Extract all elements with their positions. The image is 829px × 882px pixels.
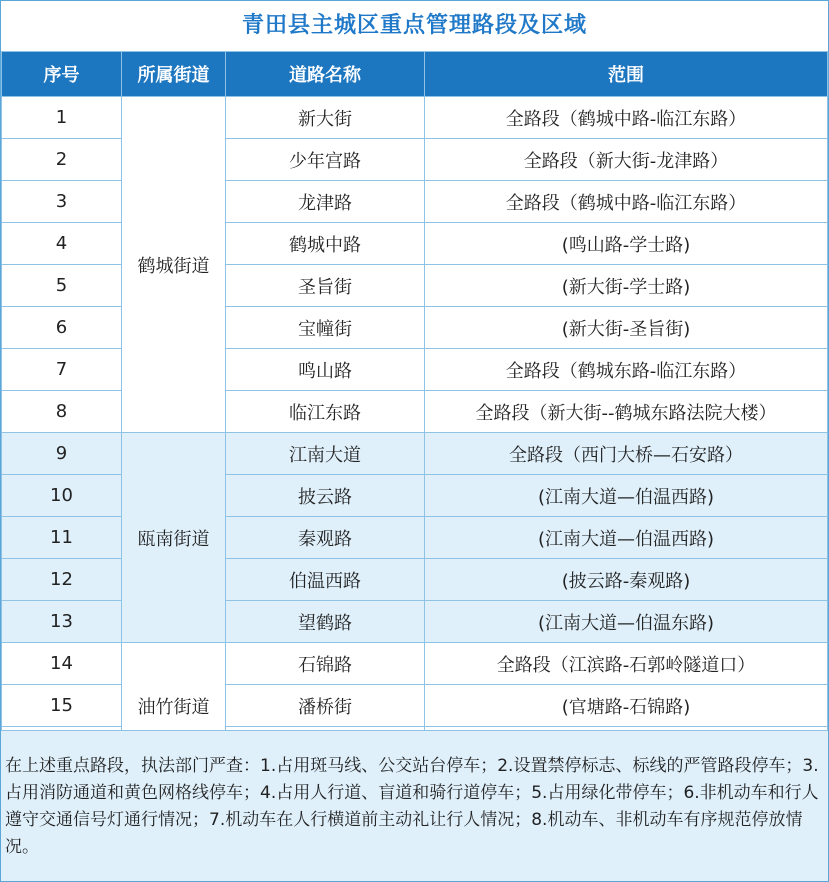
cell-road-name: 圣旨街 — [226, 265, 425, 307]
cell-road-name: 伯温西路 — [226, 559, 425, 601]
cell-range: (新大街-圣旨街) — [425, 307, 828, 349]
cell-index: 13 — [2, 601, 122, 643]
cell-road-name: 鸣山路 — [226, 349, 425, 391]
road-table — [1, 51, 828, 769]
cell-road-name: 潘桥街 — [226, 685, 425, 727]
cell-range: (鸣山路-学士路) — [425, 223, 828, 265]
cell-index: 8 — [2, 391, 122, 433]
cell-road-name: 新大街 — [226, 97, 425, 139]
cell-road-name: 少年宫路 — [226, 139, 425, 181]
cell-range: 全路段（鹤城东路-临江东路） — [425, 349, 828, 391]
cell-range: 全路段（新大街--鹤城东路法院大楼） — [425, 391, 828, 433]
table-row — [2, 643, 828, 685]
cell-index: 7 — [2, 349, 122, 391]
enforcement-note: 在上述重点路段，执法部门严查：1.占用斑马线、公交站台停车；2.设置禁停标志、标线的严管路段停车；3.占用消防通道和黄色网格线停车；4.占用人行道、盲道和骑行道停车；5.占用绿化带停车；6.非机动车和行人遵守交通信号灯通行情况；7.机动车在人行横道前主动礼让行人情况；8.机动车、非机动车有序规范停放情况。 — [1, 730, 828, 881]
cell-index: 5 — [2, 265, 122, 307]
cell-road-name: 鹤城中路 — [226, 223, 425, 265]
cell-index: 1 — [2, 97, 122, 139]
cell-index: 9 — [2, 433, 122, 475]
cell-road-name: 龙津路 — [226, 181, 425, 223]
cell-road-name: 望鹤路 — [226, 601, 425, 643]
cell-street: 鹤城街道 — [122, 97, 226, 433]
cell-index: 2 — [2, 139, 122, 181]
cell-index: 12 — [2, 559, 122, 601]
cell-road-name: 秦观路 — [226, 517, 425, 559]
cell-index: 14 — [2, 643, 122, 685]
cell-road-name: 石锦路 — [226, 643, 425, 685]
cell-road-name: 江南大道 — [226, 433, 425, 475]
cell-range: 全路段（西门大桥—石安路） — [425, 433, 828, 475]
cell-index: 10 — [2, 475, 122, 517]
header-street: 所属街道 — [122, 52, 226, 97]
cell-range: 全路段（江滨路-石郭岭隧道口） — [425, 643, 828, 685]
cell-street: 瓯南街道 — [122, 433, 226, 643]
cell-range: (江南大道—伯温西路) — [425, 475, 828, 517]
cell-range: (新大街-学士路) — [425, 265, 828, 307]
cell-range: (江南大道—伯温东路) — [425, 601, 828, 643]
table-body — [2, 97, 828, 769]
header-index: 序号 — [2, 52, 122, 97]
cell-road-name: 临江东路 — [226, 391, 425, 433]
cell-range: (江南大道—伯温西路) — [425, 517, 828, 559]
header-road: 道路名称 — [226, 52, 425, 97]
cell-index: 11 — [2, 517, 122, 559]
cell-road-name: 宝幢街 — [226, 307, 425, 349]
page-title: 青田县主城区重点管理路段及区域 — [1, 1, 828, 51]
table-row — [2, 97, 828, 139]
table-row — [2, 433, 828, 475]
cell-street: 油竹街道 — [122, 643, 226, 769]
cell-road-name: 披云路 — [226, 475, 425, 517]
cell-index: 6 — [2, 307, 122, 349]
cell-range: (披云路-秦观路) — [425, 559, 828, 601]
cell-range: 全路段（鹤城中路-临江东路） — [425, 97, 828, 139]
table-header-row — [2, 52, 828, 97]
cell-range: (官塘路-石锦路) — [425, 685, 828, 727]
cell-range: 全路段（鹤城中路-临江东路） — [425, 181, 828, 223]
header-range: 范围 — [425, 52, 828, 97]
cell-index: 4 — [2, 223, 122, 265]
cell-index: 15 — [2, 685, 122, 727]
cell-index: 3 — [2, 181, 122, 223]
cell-range: 全路段（新大街-龙津路） — [425, 139, 828, 181]
